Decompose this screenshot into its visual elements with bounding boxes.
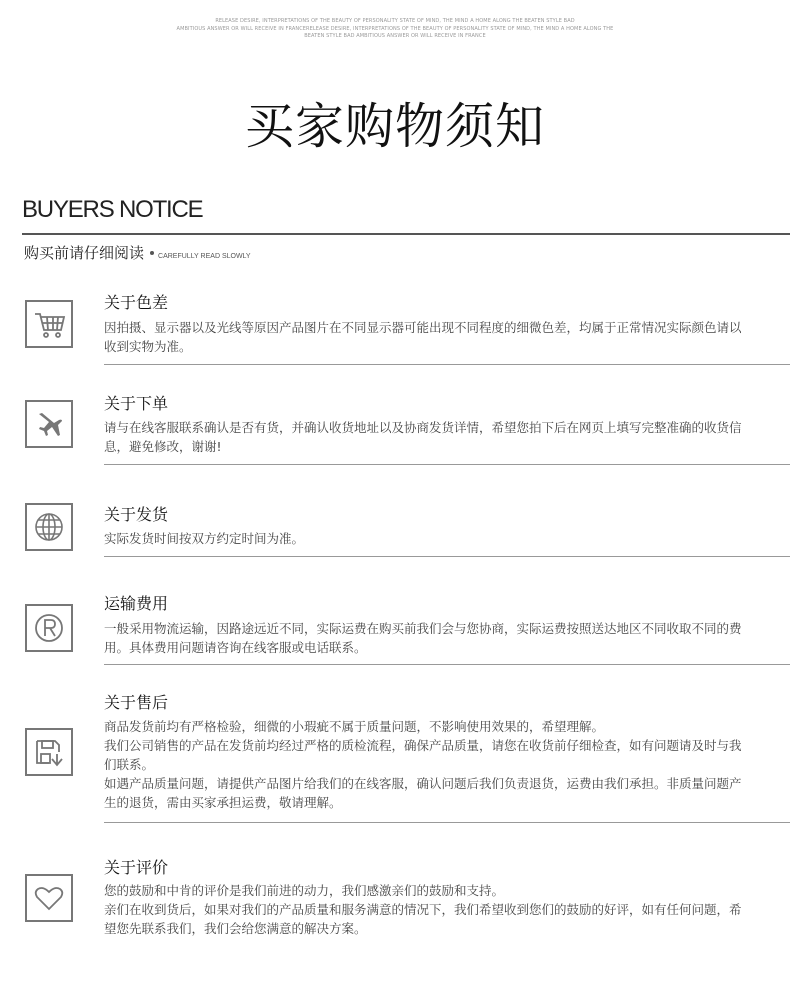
section-title: 关于发货 bbox=[104, 505, 169, 524]
section-body bbox=[104, 418, 752, 456]
section-body bbox=[104, 318, 752, 356]
section-body bbox=[104, 717, 752, 812]
registered-icon bbox=[25, 604, 73, 652]
section-title: 关于下单 bbox=[104, 394, 169, 413]
section-title: 关于售后 bbox=[104, 693, 169, 712]
section-paragraph: 实际发货时间按双方约定时间为准。 bbox=[104, 531, 305, 546]
tagline-line: RELEASE DESIRE, INTERPRETATIONS OF THE BEAUTY OF PERSONALITY STATE OF MIND, THE MIND A HOME ALONG THE BEATEN STYLE BAD bbox=[215, 18, 575, 24]
section-title: 关于评价 bbox=[104, 858, 169, 877]
english-title: BUYERS NOTICE bbox=[22, 196, 203, 223]
subheading bbox=[24, 242, 251, 263]
section-title: 关于色差 bbox=[104, 293, 169, 312]
shopping-cart-icon bbox=[25, 300, 73, 348]
globe-icon bbox=[25, 503, 73, 551]
section-paragraph: 您的鼓励和中肯的评价是我们前进的动力，我们感激亲们的鼓励和支持。 bbox=[104, 883, 505, 898]
section-paragraph: 如遇产品质量问题，请提供产品图片给我们的在线客服，确认问题后我们负责退货，运费由我们承担。非质量问题产生的退货，需由买家承担运费，敬请理解。 bbox=[104, 776, 742, 810]
subheading-en: CAREFULLY READ SLOWLY bbox=[158, 253, 251, 260]
airplane-icon bbox=[25, 400, 73, 448]
section-paragraph: 因拍摄、显示器以及光线等原因产品图片在不同显示器可能出现不同程度的细微色差，均属于正常情况实际颜色请以收到实物为准。 bbox=[104, 320, 742, 354]
page-title: 买家购物须知 bbox=[244, 98, 545, 155]
section-paragraph: 亲们在收到货后，如果对我们的产品质量和服务满意的情况下，我们希望收到您们的鼓励的好评，如有任何问题，希望您先联系我们，我们会给您满意的解决方案。 bbox=[104, 902, 742, 936]
save-download-icon bbox=[25, 728, 73, 776]
section-divider bbox=[104, 464, 790, 465]
section-title: 运输费用 bbox=[104, 594, 169, 613]
section-body bbox=[104, 529, 752, 548]
section-divider bbox=[104, 664, 790, 665]
section-divider bbox=[104, 364, 790, 365]
heart-icon bbox=[25, 874, 73, 922]
section-body bbox=[104, 881, 752, 938]
subheading-cn: 购买前请仔细阅读 bbox=[24, 244, 145, 262]
section-paragraph: 一般采用物流运输，因路途远近不同，实际运费在购买前我们会与您协商，实际运费按照送达地区不同收取不同的费用。具体费用问题请咨询在线客服或电话联系。 bbox=[104, 621, 742, 655]
section-paragraph: 商品发货前均有严格检验，细微的小瑕疵不属于质量问题，不影响使用效果的，希望理解。 bbox=[104, 719, 605, 734]
tagline bbox=[0, 18, 790, 41]
title-divider bbox=[22, 233, 790, 235]
section-body bbox=[104, 619, 752, 657]
section-paragraph: 请与在线客服联系确认是否有货，并确认收货地址以及协商发货详情，希望您拍下后在网页上填写完整准确的收货信息，避免修改，谢谢! bbox=[104, 420, 742, 454]
section-paragraph: 我们公司销售的产品在发货前均经过严格的质检流程，确保产品质量，请您在收货前仔细检查，如有问题请及时与我们联系。 bbox=[104, 738, 742, 772]
section-divider bbox=[104, 822, 790, 823]
tagline-line: BEATEN STYLE BAD AMBITIOUS ANSWER OR WILL RECEIVE IN FRANCE bbox=[304, 33, 486, 39]
bullet-dot bbox=[150, 251, 154, 255]
section-divider bbox=[104, 556, 790, 557]
tagline-line: AMBITIOUS ANSWER OR WILL RECEIVE IN FRANCERELEASE DESIRE, INTERPRETATIONS OF THE BEAUTY OF PERSONALITY STATE OF MIND, THE MIND A HOME ALONG THE bbox=[176, 25, 614, 32]
